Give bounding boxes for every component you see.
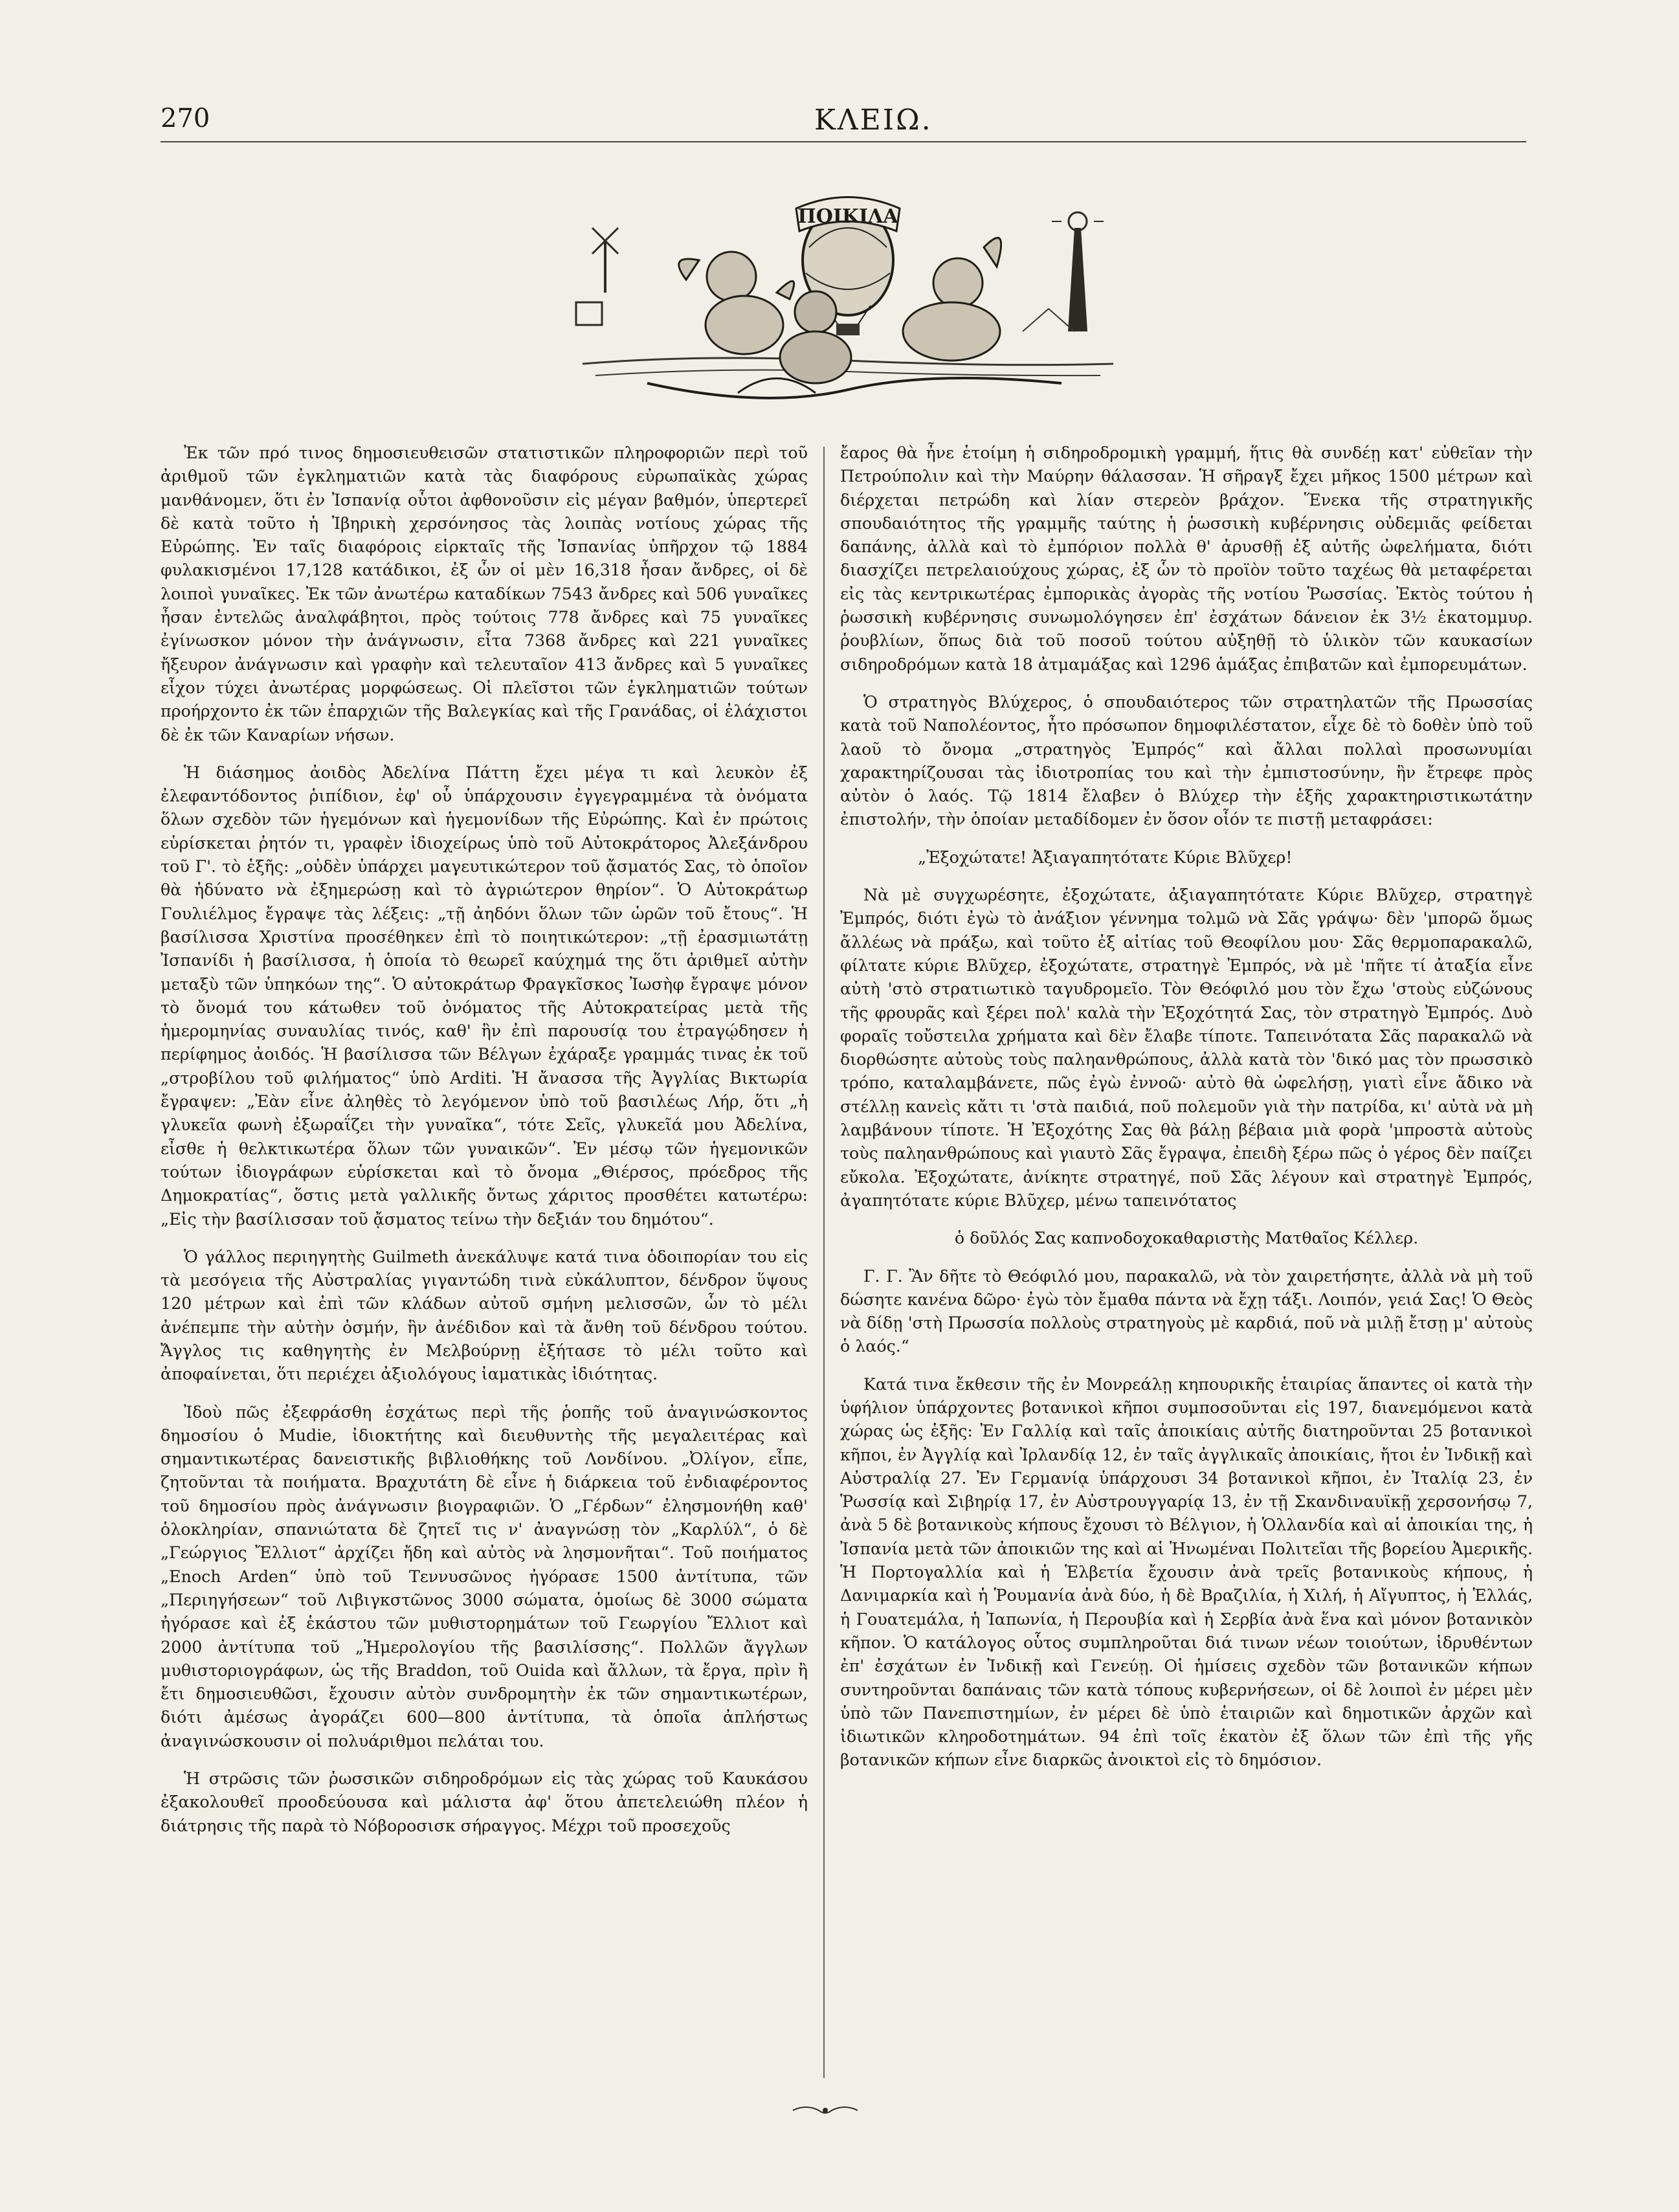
paragraph-mudie-library: Ἰδοὺ πῶς ἐξεφράσθη ἐσχάτως περὶ τῆς ῥοπῆς τοῦ ἀναγινώσκοντος δημοσίου ὁ Mudie, ἰδιοκτήτης καὶ διευθυντὴς τῆς μεγαλειτέρας καὶ σημαντικωτέρας δανειστικῆς βιβλιοθήκης τοῦ Λονδίνου. „Ὀλίγον, εἶπε, ζητοῦνται τὰ ποιήματα. Βραχυτάτη δὲ εἶνε ἡ διάρκεια τοῦ ἐνδιαφέροντος τοῦ δημοσίου πρὸς ἀνάγνωσιν βιογραφιῶν. Ὁ „Γέρδων“ ἐλησμονήθη καθ' ὁλοκληρίαν, σπανιώτατα δὲ ζητεῖ τις ν' ἀναγνώσῃ τὸν „Καρλύλ“, ὁ δὲ „Γεώργιος Ἔλλιοτ“ ἀρχίζει ἤδη καὶ αὐτὸς νὰ λησμονῆται“. Τοῦ ποιήματος „Enoch Arden“ ὑπὸ τοῦ Τεννυσῶνος ἠγόρασε 1500 ἀντίτυπα, τῶν „Περιηγήσεων“ τοῦ Λιβιγκστῶνος 3000 σώματα, ὁμοίως δὲ 3000 σώματα ἠγόρασε καὶ ἐξ ἑκάστου τῶν μυθιστορημάτων τοῦ Γεωργίου Ἔλλιοτ καὶ 2000 ἀντίτυπα τοῦ „Ἡμερολογίου τῆς βασιλίσσης“. Πολλῶν ἄγγλων μυθιστοριογράφων, ὡς τῆς Braddon, τοῦ Ouida καὶ ἄλλων, τὰ ἔργα, πρὶν ἢ ἔτι δημοσιευθῶσι, ἔχουσιν αὐτὸν συνδρομητὴν ἐκ τῶν σημαντικωτέρων, διότι ἀμέσως ἀγοράζει 600—800 ἀντίτυπα, τὰ ὁποῖα ἀπλήστως ἀναγινώσκουσιν οἱ πολυάριθμοι πελάται του. — [161, 1402, 808, 1750]
paragraph-spain-criminals: Ἐκ τῶν πρό τινος δημοσιευθεισῶν στατιστικῶν πληροφοριῶν περὶ τοῦ ἀριθμοῦ τῶν ἐγκληματιῶν κατὰ τὰς διαφόρους εὐρωπαϊκὰς χώρας μανθάνομεν, ὅτι ἐν Ἰσπανίᾳ οὗτοι ἀφθονοῦσιν εἰς μέγαν βαθμόν, ὑπερτερεῖ δὲ κατὰ τοῦτο ἡ Ἰβηρικὴ χερσόνησος τὰς λοιπὰς νοτίους χώρας τῆς Εὐρώπης. Ἐν ταῖς διαφόροις εἱρκταῖς τῆς Ἰσπανίας ὑπῆρχον τῷ 1884 φυλακισμένοι 17,128 κατάδικοι, ἐξ ὧν οἱ μὲν 16,318 ἦσαν ἄνδρες, οἱ δὲ λοιποὶ γυναῖκες. Ἐκ τῶν ἀνωτέρω καταδίκων 7543 ἄνδρες καὶ 506 γυναῖκες ἦσαν ἐντελῶς ἀναλφάβητοι, πρὸς τούτοις 778 ἄνδρες καὶ 75 γυναῖκες ἐγίνωσκον μόνον τὴν ἀνάγνωσιν, εἶτα 7368 ἄνδρες καὶ 221 γυναῖκες ἤξευρον ἀνάγνωσιν καὶ γραφὴν καὶ τελευταῖον 413 ἄνδρες καὶ 5 γυναῖκες εἶχον τύχει ἀνωτέρας μορφώσεως. Οἱ πλεῖστοι τῶν ἐγκληματιῶν τούτων προήρχοντο ἐκ τῶν ἐπαρχιῶν τῆς Βαλεγκίας καὶ τῆς Γρανάδας, οἱ ἐλάχιστοι δὲ ἐκ τῶν Καναρίων νήσων. — [161, 443, 808, 744]
left-windmill-icon — [592, 228, 618, 293]
cherubs-balloon-engraving — [570, 170, 1126, 412]
lighthouse-icon — [1052, 212, 1104, 331]
paragraph-caucasus-railway-continued: ἔαρος θὰ ἦνε ἑτοίμη ἡ σιδηροδρομικὴ γραμμή, ἥτις θὰ συνδέῃ κατ' εὐθεῖαν τὴν Πετρούπολιν καὶ τὴν Μαύρην θάλασσαν. Ἡ σῆραγξ ἔχει μῆκος 1500 μέτρων καὶ διέρχεται πετρώδη καὶ λίαν στερεὸν βράχον. Ἕνεκα τῆς στρατηγικῆς σπουδαιότητος τῆς γραμμῆς ταύτης ἡ ῥωσσικὴ κυβέρνησις οὐδεμιᾶς φείδεται δαπάνης, ἀλλὰ καὶ τὸ ἐμπόριον πολλὰ θ' ἀρυσθῇ ἐξ αὐτῆς ὠφελήματα, διότι διασχίζει πετρελαιούχους χώρας, ἐξ ὧν τὸ προϊὸν τοῦτο ταχέως θὰ μεταφέρεται εἰς τὰς κεντρικωτέρας ἐμπορικὰς ἀγορὰς τῆς νοτίου Ῥωσσίας. Ἐκτὸς τούτου ἡ ῥωσσικὴ κυβέρνησις συνωμολόγησεν ἐπ' ἐσχάτων δάνειον ἐκ 3½ ἑκατομμυρ. ῥουβλίων, ὅπως διὰ τοῦ ποσοῦ τούτου αὐξηθῇ τὸ ὑλικὸν τῶν καυκασίων σιδηροδρόμων κατὰ 18 ἀτμαμάξας καὶ 1296 ἁμάξας ἐπιβατῶν καὶ ἐμπορευμάτων. — [840, 443, 1533, 674]
right-column — [840, 441, 1533, 1787]
letter-postscript: Γ. Γ. Ἂν δῆτε τὸ Θεόφιλό μου, παρακαλῶ, νὰ τὸν χαιρετήσητε, ἀλλὰ νὰ μὴ τοῦ δώσητε κανένα δῶρο· ἐγὼ τὸν ἔμαθα πάντα νὰ ἔχῃ τάξι. Λοιπόν, γειά Σας! Ὁ Θεὸς νὰ δίδῃ 'στὴ Πρωσσία πολλοὺς στρατηγοὺς μὲ καρδιά, ποῦ νὰ μιλῇ ἔτσῃ μ' αὐτοὺς ὁ λαός.“ — [840, 1266, 1533, 1356]
end-ornament-icon — [790, 2103, 861, 2118]
paragraph-caucasus-railway: Ἡ στρῶσις τῶν ῥωσσικῶν σιδηροδρόμων εἰς τὰς χώρας τοῦ Καυκάσου ἐξακολουθεῖ προοδεύουσα καὶ μάλιστα ἀφ' ὅτου ἀπετελειώθη πλέον ἡ διάτρησις τῆς παρὰ τὸ Νόβοροσισκ σήραγγος. Μέχρι τοῦ προσεχοῦς — [161, 1769, 808, 1835]
column-divider — [823, 447, 825, 2078]
header-rule — [161, 141, 1526, 142]
paragraph-blucher-intro: Ὁ στρατηγὸς Βλύχερος, ὁ σπουδαιότερος τῶν στρατηλατῶν τῆς Πρωσσίας κατὰ τοῦ Ναπολέοντος, ἦτο πρόσωπον δημοφιλέστατον, εἶχε δὲ τὸ δοθὲν ὑπὸ τοῦ λαοῦ τὸ ὄνομα „στρατηγὸς Ἐμπρός“ καὶ ἄλλαι πολλαὶ προσωνυμίαι χαρακτηρίζουσαι τὰς ἰδιοτροπίας του καὶ τὴν ἐμπιστοσύνην, ἣν ἔτρεφε πρὸς αὐτὸν ὁ λαός. Τῷ 1814 ἔλαβεν ὁ Βλύχερ τὴν ἑξῆς χαρακτηριστικωτάτην ἐπιστολήν, τὴν ὁποίαν μεταδίδομεν ἐν ὅσον οἷόν τε πιστῇ μεταφράσει: — [840, 692, 1533, 829]
left-column — [161, 441, 808, 1852]
cherub-left-icon — [679, 252, 794, 354]
letter-body: Νὰ μὲ συγχωρέσητε, ἐξοχώτατε, ἀξιαγαπητότατε Κύριε Βλῦχερ, στρατηγὲ Ἐμπρός, διότι ἐγὼ τὸ ἀνάξιον γέννημα τολμῶ νὰ Σᾶς γράψω· δὲν 'μπορῶ ὅμως ἄλλέως νὰ πράξω, καὶ τοῦτο ἐξ αἰτίας τοῦ Θεοφίλου μου· Σᾶς θερμοπαρακαλῶ, φίλτατε κύριε Βλῦχερ, ἐξοχώτατε, στρατηγὲ Ἐμπρός, νὰ μὲ 'πῆτε τί ἀταξία εἶνε αὐτὴ 'στὸ στρατιωτικὸ ταγυδρομεῖο. Τὸν Θεόφιλό μου τὸν ἔχω 'στοὺς εὐζώνους τῆς φρουρᾶς καὶ ξέρει πολ' καλὰ τὴν Ἐξοχότητά Σας, τὸν στρατηγὸ Ἐμπρός. Δυὸ φοραῖς τοὔστειλα χρήματα καὶ δὲν ἔλαβε τίποτε. Ταπεινότατα Σᾶς παρακαλῶ νὰ διορθώσητε αὐτοὺς τοὺς παληανθρώπους, ἀλλὰ κατὰ τὸν 'δικό μας τὸν πρωσσικὸ τρόπο, καταλαμβάνετε, πῶς ἐγὼ ἐννοῶ· αὐτὸ θὰ ὠφελήσῃ, γιατὶ εἶνε ἄδικο νὰ στέλλῃ κανεὶς κἄτι τι 'στὰ παιδιά, ποῦ πολεμοῦν γιὰ τὴν πατρίδα, κι' αὐτὰ νὰ μὴ λαμβάνουν τίποτε. Ἡ Ἐξοχότης Σας θὰ βάλῃ βέβαια μιὰ φορὰ 'μπροστὰ αὐτοὺς τοὺς παληανθρώπους καὶ γιαυτὸ Σᾶς ἔγραψα, ἐπειδὴ ξέρω πῶς ὁ γέρος δὲν παίζει εὔκολα. Ἐξοχώτατε, ἀνίκητε στρατηγέ, ποῦ Σᾶς λέγουν καὶ στρατηγὲ Ἐμπρός, ἀγαπητότατε κύριε Βλῦχερ, μένω ταπεινότατος — [840, 886, 1533, 1210]
letter-salutation: „Ἐξοχώτατε! Ἀξιαγαπητότατε Κύριε Βλῦχερ! — [918, 847, 1293, 867]
poikila-vignette-illustration — [570, 170, 1126, 412]
page-number: 270 — [161, 104, 210, 133]
page-header — [161, 97, 1526, 142]
vignette-banner-text: ΠΟΙΚΙΛΑ — [797, 205, 898, 228]
paragraph-patti-fan: Ἡ διάσημος ἀοιδὸς Ἀδελίνα Πάττη ἔχει μέγα τι καὶ λευκὸν ἐξ ἐλεφαντόδοντος ῥιπίδιον, ἐφ' οὗ ὑπάρχουσιν ἐγγεγραμμένα τὰ ὀνόματα ὅλων σχεδὸν τῶν ἡγεμόνων καὶ ἡγεμονίδων τῆς Εὐρώπης. Καὶ ἐν πρώτοις εὑρίσκεται ῥητόν τι, γραφὲν ἰδιοχείρως ὑπὸ τοῦ Αὐτοκράτορος Ἀλεξάνδρου τοῦ Γ'. τὸ ἑξῆς: „οὐδὲν ὑπάρχει μαγευτικώτερον τοῦ ᾄσματός Σας, τὸ ὁποῖον θὰ ἠδύνατο νὰ ἐξημερώσῃ καὶ τὸ ἀγριώτερον θηρίον“. Ὁ Αὐτοκράτωρ Γουλιέλμος ἔγραψε τὰς λέξεις: „τῇ ἀηδόνι ὅλων τῶν ὡρῶν τοῦ ἔτους“. Ἡ βασίλισσα Χριστίνα προσέθηκεν ἐπὶ τὸ ποιητικώτερον: „τῇ ἐρασμιωτάτῃ Ἰσπανίδι ἡ βασίλισσα, ἡ ὁποία τὸ θεωρεῖ καύχημά της ὅτι ἀριθμεῖ αὐτὴν μεταξὺ τῶν ὑπηκόων της“. Ὁ αὐτοκράτωρ Φραγκῖσκος Ἰωσὴφ ἔγραψε μόνον τὸ ὄνομά του κάτωθεν τοῦ ὀνόματος τῆς Αὐτοκρατείρας μετὰ τῆς ἡμερομηνίας συναυλίας τινός, καθ' ἣν ἐπὶ παρουσίᾳ του ἐτραγῴδησεν ἡ περίφημος ἀοιδός. Ἡ βασίλισσα τῶν Βέλγων ἐχάραξε γραμμάς τινας ἐκ τοῦ „στροβίλου τοῦ φιλήματος“ ὑπὸ Arditi. Ἡ ἄνασσα τῆς Ἀγγλίας Βικτωρία ἔγραψεν: „Ἐὰν εἶνε ἀληθὲς τὸ λεγόμενον ὑπὸ τοῦ βασιλέως Λήρ, ὅτι „ἡ γλυκεῖα φωνὴ ἐξωραΐζει τὴν γυναῖκα“, τότε Σεῖς, γλυκεῖά μου Ἀδελίνα, εἶσθε ἡ θελκτικωτέρα ὅλων τῶν γυναικῶν“. Ἐν μέσῳ τῶν ἡγεμονικῶν τούτων ἰδιογράφων εὑρίσκεται καὶ τὸ ὄνομα „Θιέρσος, πρόεδρος τῆς Δημοκρατίας“, ὅστις μετὰ γαλλικῆς ὄντως χάριτος προσθέτει κατωτέρω: „Εἰς τὴν βασίλισσαν τοῦ ᾄσματος τείνω τὴν δεξιάν του δημότου“. — [161, 763, 808, 1229]
paragraph-botanical-gardens: Κατά τινα ἔκθεσιν τῆς ἐν Μονρεάλῃ κηπουρικῆς ἑταιρίας ἅπαντες οἱ κατὰ τὴν ὑφήλιον ὑπάρχοντες βοτανικοὶ κῆποι συμποσοῦνται εἰς 197, διανεμόμενοι κατὰ χώρας ὡς ἑξῆς: Ἐν Γαλλίᾳ καὶ ταῖς ἀποικίαις αὐτῆς διατηροῦνται 25 βοτανικοὶ κῆποι, ἐν Ἀγγλίᾳ καὶ Ἰρλανδίᾳ 12, ἐν ταῖς ἀγγλικαῖς ἀποικίαις, ἤτοι ἐν Ἰνδικῇ καὶ Αὐστραλίᾳ 27. Ἐν Γερμανίᾳ ὑπάρχουσι 34 βοτανικοὶ κῆποι, ἐν Ἰταλίᾳ 23, ἐν Ῥωσσίᾳ καὶ Σιβηρίᾳ 17, ἐν Αὐστρουγγαρίᾳ 13, ἐν τῇ Σκανδιναυϊκῇ χερσονήσῳ 7, ἀνὰ 5 δὲ βοτανικοὺς κήπους ἔχουσι τὸ Βέλγιον, ἡ Ὁλλανδία καὶ αἱ ἀποικίαι της, ἡ Ἰσπανία μετὰ τῶν ἀποικιῶν της καὶ αἱ Ἡνωμέναι Πολιτεῖαι τῆς βορείου Ἀμερικῆς. Ἡ Πορτογαλλία καὶ ἡ Ἑλβετία ἔχουσιν ἀνὰ τρεῖς βοτανικοὺς κήπους, ἡ Δανιμαρκία καὶ ἡ Ῥουμανία ἀνὰ δύο, ἡ δὲ Βραζιλία, ἡ Χιλή, ἡ Αἴγυπτος, ἡ Ἑλλάς, ἡ Γουατεμάλα, ἡ Ἰαπωνία, ἡ Περουβία καὶ ἡ Σερβία ἀνὰ ἕνα καὶ μόνον βοτανικὸν κῆπον. Ὁ κατάλογος οὗτος συμπληροῦται διά τινων νέων τοιούτων, ἱδρυθέντων ἐπ' ἐσχάτων ἐν Ἰνδικῇ καὶ Γενεύῃ. Οἱ ἡμίσεις σχεδὸν τῶν βοτανικῶν κήπων συντηροῦνται δαπάναις τῶν κατὰ τόπους κυβερνήσεων, οἱ δὲ λοιποὶ ἐν μέρει μὲν ὑπὸ τῶν Πανεπιστημίων, ἐν μέρει δὲ ὑπὸ ἑταιριῶν καὶ δημοτικῶν ἀρχῶν καὶ ἰδιωτικῶν κληροδοτημάτων. 94 ἐπὶ τοῖς ἑκατὸν ἐξ ὅλων τῶν ἐπὶ τῆς γῆς βοτανικῶν κήπων εἶνε διαρκῶς ἀνοικτοὶ εἰς τὸ δημόσιον. — [840, 1374, 1533, 1770]
letter-signature: ὁ δοῦλός Σας καπνοδοχοκαθαριστὴς Ματθαῖος Κέλλερ. — [954, 1229, 1419, 1248]
paragraph-eucalyptus-honey: Ὁ γάλλος περιηγητὴς Guilmeth ἀνεκάλυψε κατά τινα ὁδοιπορίαν του εἰς τὰ μεσόγεια τῆς Αὐστραλίας γιγαντώδη τινὰ εὐκάλυπτον, δένδρον ὕψους 120 μέτρων καὶ ἐπὶ τῶν κλάδων αὐτοῦ σμήνη μελισσῶν, ὧν τὸ μέλι ἀνέπεμπε τὴν αὐτὴν ὀσμήν, ἣν ἀνέδιδον καὶ τὰ ἄνθη τοῦ δένδρου τούτου. Ἄγγλος τις καθηγητὴς ἐν Μελβούρνῃ ἐξήτασε τὸ μέλι τοῦτο καὶ ἀποφαίνεται, ὅτι περιέχει ἀξιολόγους ἰαματικὰς ἰδιότητας. — [161, 1247, 808, 1384]
running-title: ΚΛΕΙΩ. — [814, 104, 933, 137]
cherub-right-icon — [903, 238, 1001, 361]
